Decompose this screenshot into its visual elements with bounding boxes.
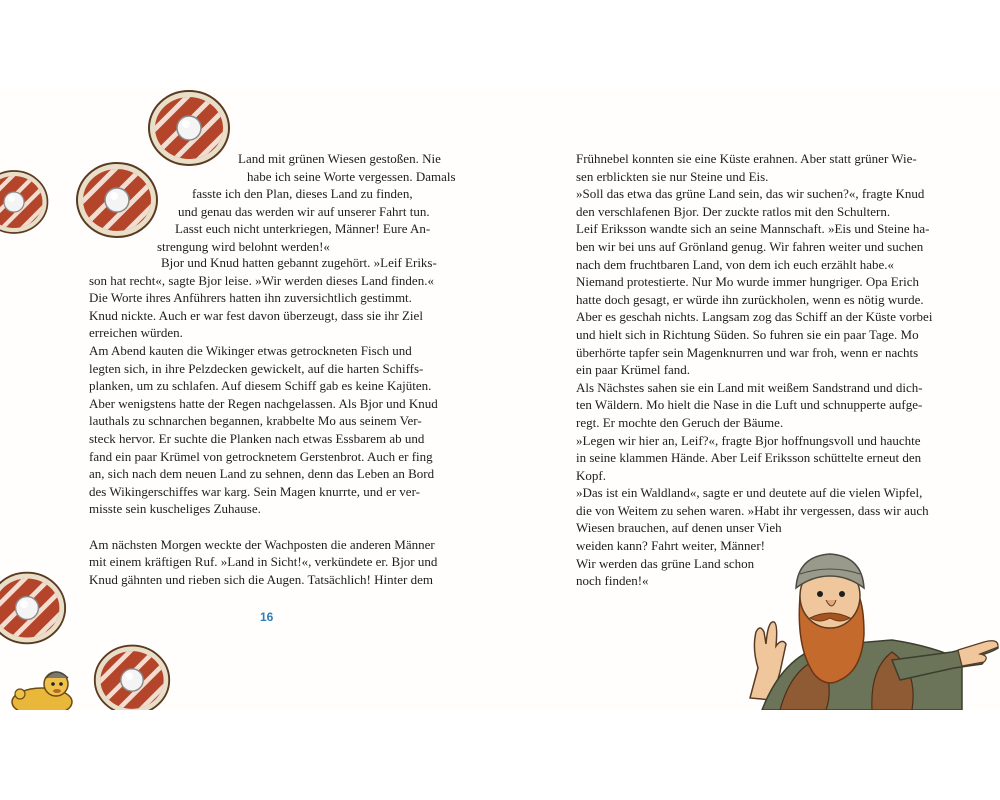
text-line: Land mit grünen Wiesen gestoßen. Nie [238,151,441,166]
text-line: mit einem kräftigen Ruf. »Land in Sicht!«, verkündete er. Bjor und [89,554,438,570]
page-number: 16 [260,610,274,624]
text-line: hatte doch gesagt, er würde ihn zurückholen, wenn es nötig wurde. [576,291,924,307]
text-line: Bjor und Knud hatten gebannt zugehört. »Leif Eriks- [161,255,437,270]
text-line: fand ein paar Krümel von getrocknetem Gerstenbrot. Auch er fing [89,448,433,464]
text-line: lauthals zu schnarchen begannen, krabbelte Mo aus seinem Ver- [89,413,422,429]
text-line: Am Abend kauten die Wikinger etwas getrockneten Fisch und [89,342,412,358]
text-line: Wir werden das grüne Land schon [576,555,755,571]
left-intro-paragraph [0,150,500,256]
text-line: die von Weitem zu sehen waren. »Habt ihr vergessen, dass wir auch [576,502,929,518]
text-line: ein paar Krümel fand. [576,362,691,378]
text-line: Kopf. [576,467,606,483]
text-line: noch finden!« [576,573,649,589]
text-line: »Das ist ein Waldland«, sagte er und deutete auf die vielen Wipfel, [576,485,923,501]
text-line: Am nächsten Morgen weckte der Wachposten die anderen Männer [89,536,435,552]
text-line: und genau das werden wir auf unserer Fahrt tun. [178,203,430,219]
text-line: regt. Er mochte den Geruch der Bäume. [576,414,784,430]
paragraph-gap [89,518,445,536]
text-line: Frühnebel konnten sie eine Küste erahnen. Aber statt grüner Wie- [576,151,917,166]
text-line: überhörte tapfer sein Magenknurren und war froh, wenn er nachts [576,344,919,360]
text-line: misste sein kuscheliges Zuhause. [89,501,261,517]
text-line: Die Worte ihres Anführers hatten ihn zuversichtlich gestimmt. [89,290,412,306]
text-line: Aber es geschah nichts. Langsam zog das Schiff an der Küste vorbei [576,309,933,325]
text-line: fasste ich den Plan, dieses Land zu finden, [192,186,413,202]
text-line: son hat recht«, sagte Bjor leise. »Wir werden dieses Land finden.« [89,272,434,288]
text-line: steck hervor. Er suchte die Planken nach etwas Essbarem ab und [89,430,425,446]
viking-illustration [722,548,1000,710]
text-line: Niemand protestierte. Nur Mo wurde immer hungriger. Opa Erich [576,274,919,290]
text-line: Leif Eriksson wandte sich an seine Mannschaft. »Eis und Steine ha- [576,221,930,237]
text-line: sen erblickten sie nur Steine und Eis. [576,168,769,184]
text-line: weiden kann? Fahrt weiter, Männer! [576,538,765,554]
left-body-text [89,254,445,588]
text-line: Lasst euch nicht unterkriegen, Männer! Eure An- [175,221,431,237]
text-line: »Legen wir hier an, Leif?«, fragte Bjor hoffnungsvoll und hauchte [576,432,921,448]
text-line: nach dem fruchtbaren Land, von dem ich euch erzählt habe.« [576,256,894,272]
text-line: ben wir bei uns auf Grönland genug. Wir fahren weiter und suchen [576,238,924,254]
text-line: Knud gähnten und rieben sich die Augen. Tatsächlich! Hinter dem [89,571,433,587]
left-page [0,88,500,710]
mouse-illustration [6,668,76,710]
text-line: strengung wird belohnt werden!« [157,238,330,254]
text-line: »Soll das etwa das grüne Land sein, das wir suchen?«, fragte Knud [576,186,925,202]
text-line: Aber wenigstens hatte der Regen nachgelassen. Als Bjor und Knud [89,395,438,411]
text-line: in seine klammen Hände. Aber Leif Eriksson schüttelte erneut den [576,450,922,466]
text-line: Als Nächstes sahen sie ein Land mit weißem Sandstrand und dich- [576,379,923,395]
text-line: Wiesen brauchen, auf denen unser Vieh [576,520,782,536]
text-line: den verschlafenen Bjor. Der zuckte ratlos mit den Schultern. [576,203,891,219]
text-line: habe ich seine Worte vergessen. Damals [247,168,456,184]
text-line: planken, um zu schlafen. Auf diesem Schiff gab es keine Kajüten. [89,378,432,394]
bottom-margin [0,710,1000,800]
text-line: und hielt sich in Richtung Süden. So fuhren sie ein paar Tage. Mo [576,326,919,342]
viking-shield-icon [92,640,172,710]
right-page [500,88,1000,710]
text-line: Knud nickte. Auch er war fest davon überzeugt, dass sie ihr Ziel [89,307,423,323]
right-body-text [576,150,956,590]
text-line: erreichen würden. [89,325,183,341]
viking-shield-icon [0,562,68,654]
text-line: ten Wäldern. Mo hielt die Nase in die Luft und schnupperte aufge- [576,397,923,413]
text-line: des Wikingerschiffes war karg. Sein Magen knurrte, und er ver- [89,483,420,499]
text-line: an, sich nach dem neuen Land zu sehnen, denn das Leben an Bord [89,466,435,482]
text-line: legten sich, in ihre Pelzdecken gewickelt, auf die harten Schiffs- [89,360,424,376]
